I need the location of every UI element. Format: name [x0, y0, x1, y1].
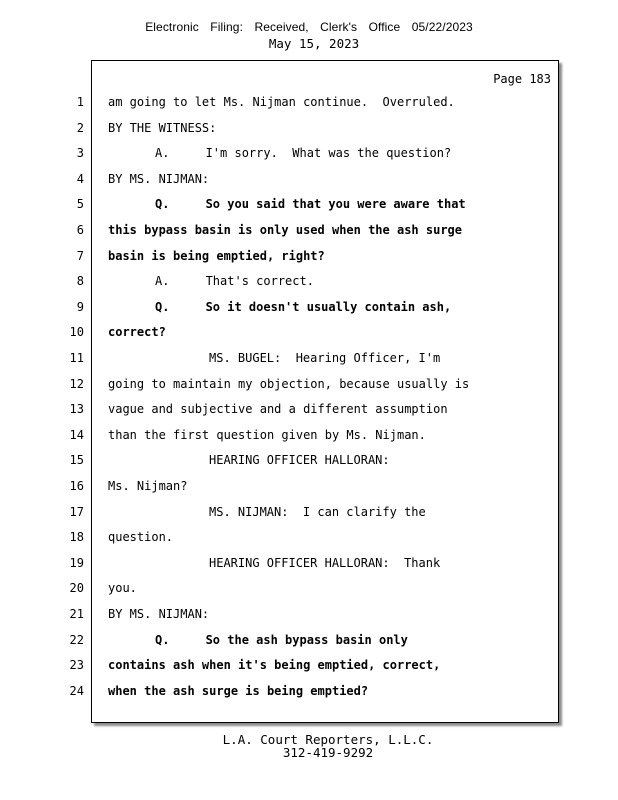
line-number: 3 [76, 146, 84, 161]
transcript-line: BY MS. NIJMAN: [108, 607, 210, 621]
line-number: 4 [76, 171, 84, 186]
line-number: 6 [76, 223, 84, 237]
line-number: 18 [69, 530, 84, 545]
line-number: 19 [69, 555, 84, 570]
transcript-line: BY THE WITNESS: [108, 120, 217, 135]
line-number: 8 [76, 274, 84, 289]
line-number: 13 [69, 402, 84, 417]
line-number: 17 [69, 504, 84, 519]
transcript-line: contains ash when it's being emptied, correct, [108, 658, 441, 673]
transcript-line: than the first question given by Ms. Nijman. [108, 427, 426, 442]
line-number: 16 [69, 479, 84, 493]
transcript-line: A. I'm sorry. What was the question? [155, 146, 452, 161]
line-number: 15 [69, 453, 84, 468]
transcript-line: BY MS. NIJMAN: [108, 171, 210, 186]
reporter-phone: 312-419-9292 [282, 745, 374, 760]
page-number: Page 183 [493, 72, 551, 86]
line-number: 20 [69, 581, 84, 596]
transcript-line: Ms. Nijman? [108, 479, 188, 493]
transcript-line: correct? [108, 325, 166, 340]
transcript-line: MS. NIJMAN: I can clarify the [209, 504, 426, 519]
transcript-line: am going to let Ms. Nijman continue. Overruled. [108, 95, 455, 109]
transcript-line: basin is being emptied, right? [108, 248, 325, 263]
transcript-line: vague and subjective and a different assumption [108, 402, 448, 417]
transcript-line: HEARING OFFICER HALLORAN: [209, 453, 390, 468]
reporter-company: L.A. Court Reporters, L.L.C. [222, 732, 434, 747]
line-number: 7 [76, 248, 84, 263]
filing-stamp: Electronic Filing: Received, Clerk's Office 05/22/2023 [145, 20, 473, 34]
line-number: 12 [69, 376, 84, 391]
line-number: 21 [69, 607, 84, 621]
line-number: 10 [69, 325, 84, 340]
line-number: 22 [69, 632, 84, 647]
transcript-line: HEARING OFFICER HALLORAN: Thank [209, 555, 441, 570]
line-number: 23 [69, 658, 84, 673]
transcript-line: MS. BUGEL: Hearing Officer, I'm [209, 351, 441, 365]
line-number: 24 [69, 683, 84, 698]
footer [0, 733, 618, 759]
line-number: 1 [76, 95, 84, 109]
line-number: 2 [76, 120, 84, 135]
line-number: 5 [76, 197, 84, 212]
transcript-line: question. [108, 530, 174, 545]
transcript-line: Q. So it doesn't usually contain ash, [155, 299, 452, 314]
transcript-line: this bypass basin is only used when the ash surge [108, 223, 463, 237]
line-number: 9 [76, 299, 84, 314]
transcript-line: A. That's correct. [155, 274, 314, 289]
line-number: 14 [69, 427, 84, 442]
line-number: 11 [69, 351, 84, 365]
transcript-line: Q. So the ash bypass basin only [155, 632, 408, 647]
transcript-line: going to maintain my objection, because usually is [108, 376, 470, 391]
hearing-date: May 15, 2023 [268, 36, 360, 51]
transcript-line: Q. So you said that you were aware that [155, 197, 466, 212]
transcript-line: you. [108, 581, 137, 596]
transcript-line: when the ash surge is being emptied? [108, 683, 369, 698]
